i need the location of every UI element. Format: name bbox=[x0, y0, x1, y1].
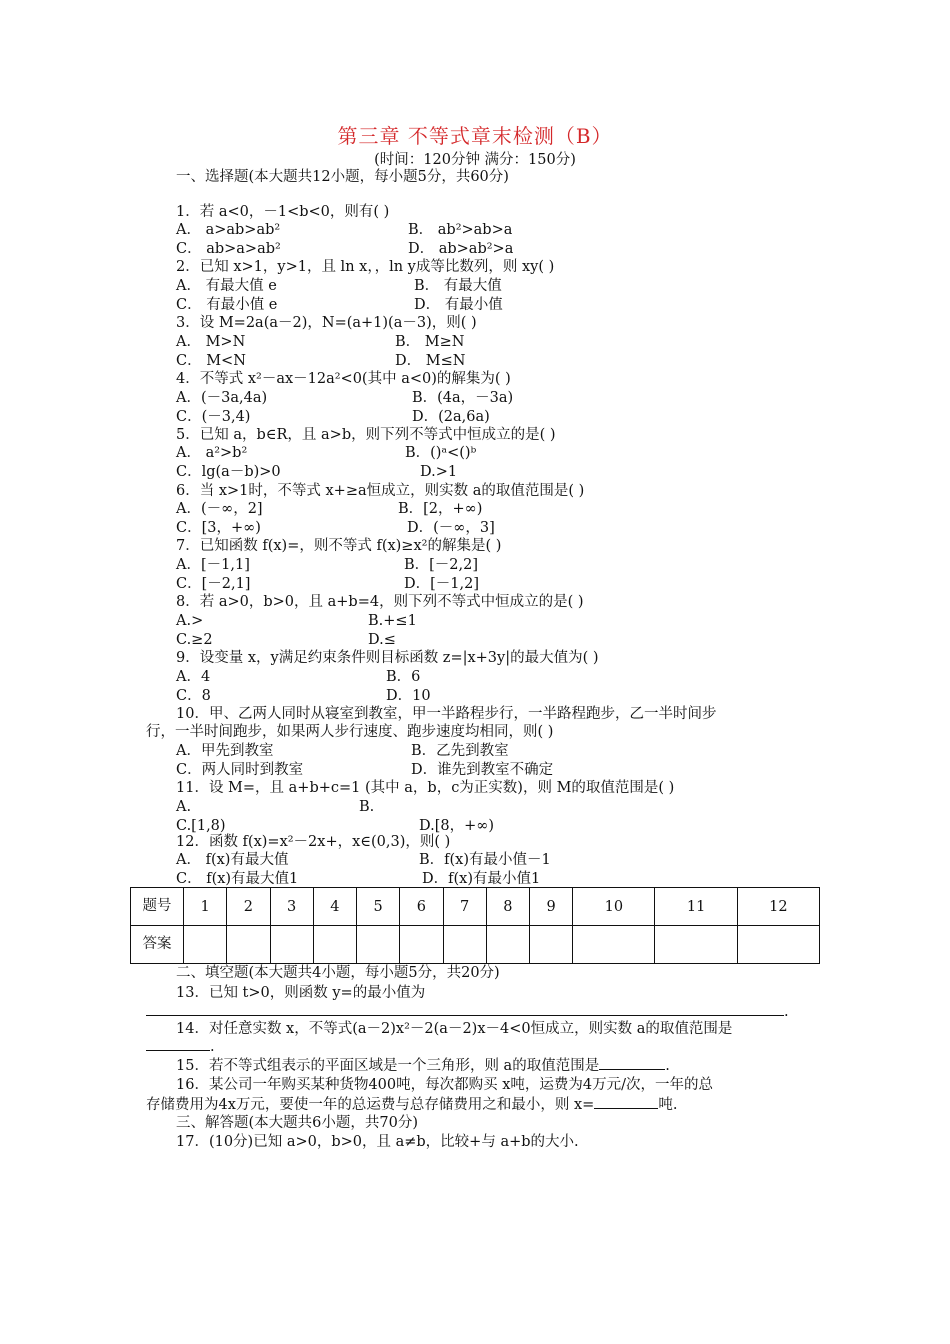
q5-stem: 5．已知 a，b∈R，且 a>b，则下列不等式中恒成立的是( ) bbox=[176, 427, 556, 443]
q8-option-c: C.≥2 bbox=[176, 632, 213, 648]
q16-stem-cont: 存储费用为4x万元，要使一年的总运费与总存储费用之和最小，则 x= bbox=[146, 1097, 595, 1113]
q3-option-b: B． M≥N bbox=[395, 334, 465, 350]
q11-option-b: B. bbox=[359, 799, 375, 815]
q7-option-c: C．[－2,1] bbox=[176, 576, 251, 592]
q16-stem: 16．某公司一年购买某种货物400吨，每次都购买 x吨，运费为4万元/次，一年的总 bbox=[176, 1077, 714, 1093]
q12-stem: 12．函数 f(x)=x²－2x+，x∈(0,3)，则( ) bbox=[176, 834, 451, 850]
answer-cell[interactable] bbox=[443, 926, 486, 964]
q10-option-a: A．甲先到教室 bbox=[176, 743, 274, 759]
q6-option-b: B．[2，+∞) bbox=[398, 501, 483, 517]
q1-option-c: C． ab>a>ab² bbox=[176, 241, 281, 257]
q14-answer-line bbox=[146, 1037, 215, 1056]
q4-option-b: B．(4a，－3a) bbox=[412, 390, 514, 406]
q5-option-b: B．()ᵃ<()ᵇ bbox=[405, 445, 477, 461]
answer-cell[interactable] bbox=[655, 926, 737, 964]
q7-option-d: D．[－1,2] bbox=[404, 576, 479, 592]
q15-period: . bbox=[665, 1058, 670, 1074]
q16-blank[interactable] bbox=[594, 1095, 658, 1109]
table-number-cell: 11 bbox=[655, 888, 737, 926]
table-number-cell: 3 bbox=[270, 888, 313, 926]
q13-blank[interactable] bbox=[146, 1002, 784, 1016]
q11-option-c: C.[1,8) bbox=[176, 818, 226, 834]
q9-stem: 9．设变量 x，y满足约束条件则目标函数 z=|x+3y|的最大值为( ) bbox=[176, 650, 599, 666]
q13-stem: 13．已知 t>0，则函数 y=的最小值为 bbox=[176, 985, 426, 1001]
q2-stem: 2．已知 x>1，y>1，且 ln x，，ln y成等比数列，则 xy( ) bbox=[176, 259, 555, 275]
q4-option-a: A．(－3a,4a) bbox=[176, 390, 268, 406]
exam-info: (时间：120分钟 满分：150分) bbox=[374, 152, 576, 168]
page-title: 第三章 不等式章末检测（B） bbox=[337, 124, 613, 148]
q8-stem: 8．若 a>0，b>0，且 a+b=4，则下列不等式中恒成立的是( ) bbox=[176, 594, 584, 610]
q14-stem: 14．对任意实数 x，不等式(a－2)x²－2(a－2)x－4<0恒成立，则实数 a的取值范围是 bbox=[176, 1021, 733, 1037]
table-number-cell: 2 bbox=[227, 888, 270, 926]
q11-option-d: D.[8，+∞) bbox=[419, 818, 494, 834]
table-header-number: 题号 bbox=[131, 888, 184, 926]
answer-cell[interactable] bbox=[270, 926, 313, 964]
q15-blank[interactable] bbox=[599, 1056, 665, 1070]
section-solve: 三、解答题(本大题共6小题，共70分) bbox=[176, 1115, 418, 1131]
q7-option-b: B．[－2,2] bbox=[404, 557, 479, 573]
answer-cell[interactable] bbox=[737, 926, 819, 964]
q3-option-c: C． M<N bbox=[176, 353, 246, 369]
q11-stem: 11．设 M=，且 a+b+c=1 (其中 a，b，c为正实数)，则 M的取值范围是( ) bbox=[176, 780, 675, 796]
answer-cell[interactable] bbox=[357, 926, 400, 964]
q16-unit: 吨. bbox=[658, 1097, 678, 1113]
q7-option-a: A．[－1,1] bbox=[176, 557, 250, 573]
section-choice: 一、选择题(本大题共12小题，每小题5分，共60分) bbox=[176, 169, 509, 185]
q3-stem: 3．设 M=2a(a－2)，N=(a+1)(a－3)，则( ) bbox=[176, 315, 477, 331]
answer-cell[interactable] bbox=[400, 926, 443, 964]
q14-blank[interactable] bbox=[146, 1037, 210, 1051]
q5-option-a: A． a²>b² bbox=[176, 445, 248, 461]
q10-option-c: C．两人同时到教室 bbox=[176, 762, 304, 778]
table-number-cell: 9 bbox=[530, 888, 573, 926]
q11-option-a: A. bbox=[176, 799, 192, 815]
q9-option-c: C．8 bbox=[176, 688, 211, 704]
q2-option-a: A． 有最大值 e bbox=[176, 278, 277, 294]
table-number-cell: 10 bbox=[573, 888, 655, 926]
table-number-cell: 7 bbox=[443, 888, 486, 926]
q12-option-b: B．f(x)有最小值－1 bbox=[419, 852, 551, 868]
q10-option-d: D．谁先到教室不确定 bbox=[411, 762, 554, 778]
q8-option-b: B.+≤1 bbox=[368, 613, 417, 629]
q10-stem: 10．甲、乙两人同时从寝室到教室，甲一半路程步行，一半路程跑步，乙一半时间步 bbox=[176, 706, 717, 722]
q6-option-a: A．(－∞，2] bbox=[176, 501, 263, 517]
q9-option-b: B．6 bbox=[386, 669, 421, 685]
q2-option-b: B． 有最大值 bbox=[414, 278, 502, 294]
q6-option-c: C．[3，+∞) bbox=[176, 520, 261, 536]
section-fill: 二、填空题(本大题共4小题，每小题5分，共20分) bbox=[176, 965, 500, 981]
q4-option-d: D．(2a,6a) bbox=[412, 409, 490, 425]
q14-period: . bbox=[210, 1039, 215, 1055]
q5-option-c: C．lg(a－b)>0 bbox=[176, 464, 281, 480]
answer-table-number-row bbox=[131, 888, 820, 926]
q4-option-c: C．(－3,4) bbox=[176, 409, 251, 425]
answer-cell[interactable] bbox=[227, 926, 270, 964]
q13-answer-line bbox=[146, 1002, 789, 1021]
table-number-cell: 5 bbox=[357, 888, 400, 926]
answer-table-answer-row bbox=[131, 926, 820, 964]
answer-cell[interactable] bbox=[530, 926, 573, 964]
q7-stem: 7．已知函数 f(x)=，则不等式 f(x)≥x²的解集是( ) bbox=[176, 538, 502, 554]
q12-option-d: D．f(x)有最小值1 bbox=[422, 871, 541, 887]
q13-period: . bbox=[784, 1004, 789, 1020]
q15-stem: 15．若不等式组表示的平面区域是一个三角形，则 a的取值范围是 bbox=[176, 1058, 600, 1074]
q1-stem: 1．若 a<0，－1<b<0，则有( ) bbox=[176, 204, 390, 220]
answer-cell[interactable] bbox=[573, 926, 655, 964]
q12-option-a: A． f(x)有最大值 bbox=[176, 852, 289, 868]
q17-stem: 17．(10分)已知 a>0，b>0，且 a≠b，比较+与 a+b的大小. bbox=[176, 1134, 579, 1150]
q6-stem: 6．当 x>1时，不等式 x+≥a恒成立，则实数 a的取值范围是( ) bbox=[176, 483, 585, 499]
q12-option-c: C． f(x)有最大值1 bbox=[176, 871, 299, 887]
answer-table bbox=[130, 887, 820, 964]
answer-cell[interactable] bbox=[184, 926, 227, 964]
answer-cell[interactable] bbox=[486, 926, 529, 964]
q10-option-b: B．乙先到教室 bbox=[411, 743, 509, 759]
q2-option-d: D． 有最小值 bbox=[414, 297, 503, 313]
q9-option-d: D．10 bbox=[386, 688, 431, 704]
q15-line bbox=[176, 1056, 670, 1075]
q3-option-a: A． M>N bbox=[176, 334, 246, 350]
q3-option-d: D． M≤N bbox=[395, 353, 466, 369]
q2-option-c: C． 有最小值 e bbox=[176, 297, 278, 313]
q8-option-d: D.≤ bbox=[368, 632, 396, 648]
q16-line bbox=[146, 1095, 677, 1114]
table-number-cell: 4 bbox=[313, 888, 356, 926]
q10-stem-cont: 行，一半时间跑步，如果两人步行速度、跑步速度均相同，则( ) bbox=[146, 724, 554, 740]
table-header-answer: 答案 bbox=[131, 926, 184, 964]
table-number-cell: 8 bbox=[486, 888, 529, 926]
q8-option-a: A.> bbox=[176, 613, 204, 629]
q6-option-d: D．(－∞，3] bbox=[407, 520, 495, 536]
q1-option-a: A． a>ab>ab² bbox=[176, 222, 281, 238]
table-number-cell: 6 bbox=[400, 888, 443, 926]
answer-cell[interactable] bbox=[313, 926, 356, 964]
q1-option-b: B． ab²>ab>a bbox=[408, 222, 513, 238]
q9-option-a: A．4 bbox=[176, 669, 211, 685]
q1-option-d: D． ab>ab²>a bbox=[408, 241, 514, 257]
q5-option-d: D.>1 bbox=[420, 464, 458, 480]
table-number-cell: 1 bbox=[184, 888, 227, 926]
q4-stem: 4．不等式 x²－ax－12a²<0(其中 a<0)的解集为( ) bbox=[176, 371, 511, 387]
table-number-cell: 12 bbox=[737, 888, 819, 926]
